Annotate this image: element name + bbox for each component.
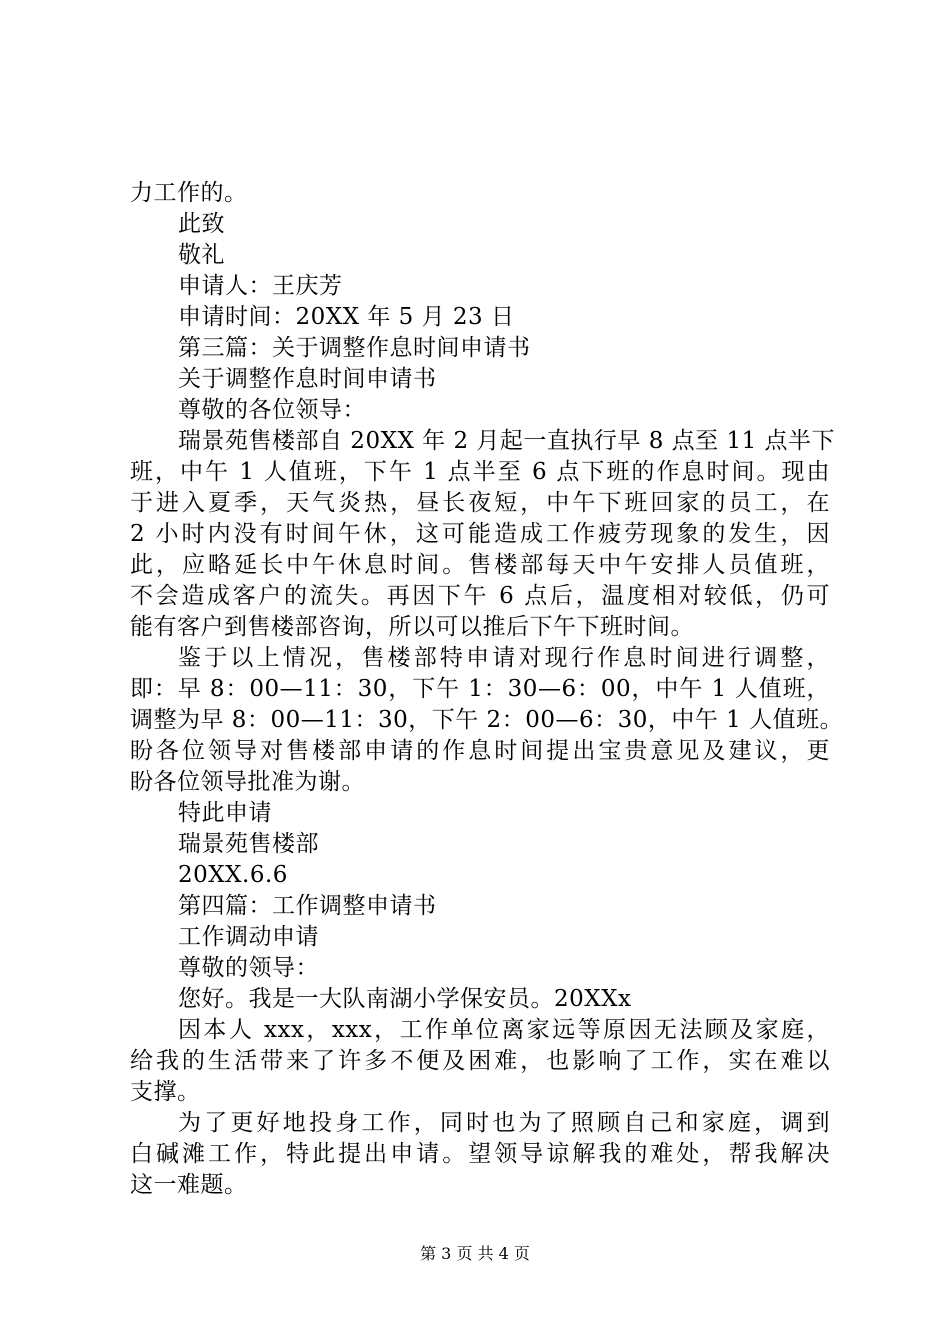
text-line: 即：早 8：00—11：30，下午 1：30—6：00，中午 1 人值班， (130, 676, 830, 702)
text-line: 瑞景苑售楼部自 20XX 年 2 月起一直执行早 8 点至 11 点半下 (178, 428, 836, 454)
text-line: 支撑。 (130, 1079, 201, 1105)
text-line: 力工作的。 (130, 180, 248, 206)
text-line: 盼各位领导对售楼部申请的作息时间提出宝贵意见及建议，更 (130, 738, 830, 764)
text-line: 不会造成客户的流失。再因下午 6 点后，温度相对较低，仍可 (130, 583, 830, 609)
text-line: 此致 (178, 211, 225, 237)
text-line: 因本人 xxx，xxx，工作单位离家远等原因无法顾及家庭， (178, 1017, 830, 1043)
text-line: 能有客户到售楼部咨询，所以可以推后下午下班时间。 (130, 614, 694, 640)
text-line: 关于调整作息时间申请书 (178, 366, 437, 392)
text-line: 申请人：王庆芳 (178, 273, 343, 299)
text-line: 工作调动申请 (178, 924, 319, 950)
text-line: 申请时间：20XX 年 5 月 23 日 (178, 304, 515, 330)
text-line: 瑞景苑售楼部 (178, 831, 319, 857)
page-number: 第 3 页 共 4 页 (420, 1244, 530, 1263)
text-line: 为了更好地投身工作，同时也为了照顾自己和家庭，调到 (178, 1110, 830, 1136)
text-line: 给我的生活带来了许多不便及困难，也影响了工作，实在难以 (130, 1048, 830, 1074)
text-line: 鉴于以上情况，售楼部特申请对现行作息时间进行调整， (178, 645, 830, 671)
text-line: 这一难题。 (130, 1172, 248, 1198)
text-line: 特此申请 (178, 800, 272, 826)
section-heading: 第四篇：工作调整申请书 (178, 893, 437, 919)
text-line: 您好。我是一大队南湖小学保安员。20XXx (178, 986, 632, 1012)
text-line: 2 小时内没有时间午休，这可能造成工作疲劳现象的发生，因 (130, 521, 830, 547)
text-line: 20XX.6.6 (178, 862, 288, 888)
text-line: 敬礼 (178, 242, 225, 268)
text-line: 班，中午 1 人值班，下午 1 点半至 6 点下班的作息时间。现由 (130, 459, 830, 485)
text-line: 调整为早 8：00—11：30，下午 2：00—6：30，中午 1 人值班。 (130, 707, 844, 733)
text-line: 于进入夏季，天气炎热，昼长夜短，中午下班回家的员工，在 (130, 490, 830, 516)
text-line: 盼各位领导批准为谢。 (130, 769, 365, 795)
text-line: 尊敬的领导： (178, 955, 319, 981)
text-line: 白碱滩工作，特此提出申请。望领导谅解我的难处，帮我解决 (130, 1141, 830, 1167)
text-line: 尊敬的各位领导： (178, 397, 366, 423)
section-heading: 第三篇：关于调整作息时间申请书 (178, 335, 531, 361)
text-line: 此，应略延长中午休息时间。售楼部每天中午安排人员值班， (130, 552, 830, 578)
